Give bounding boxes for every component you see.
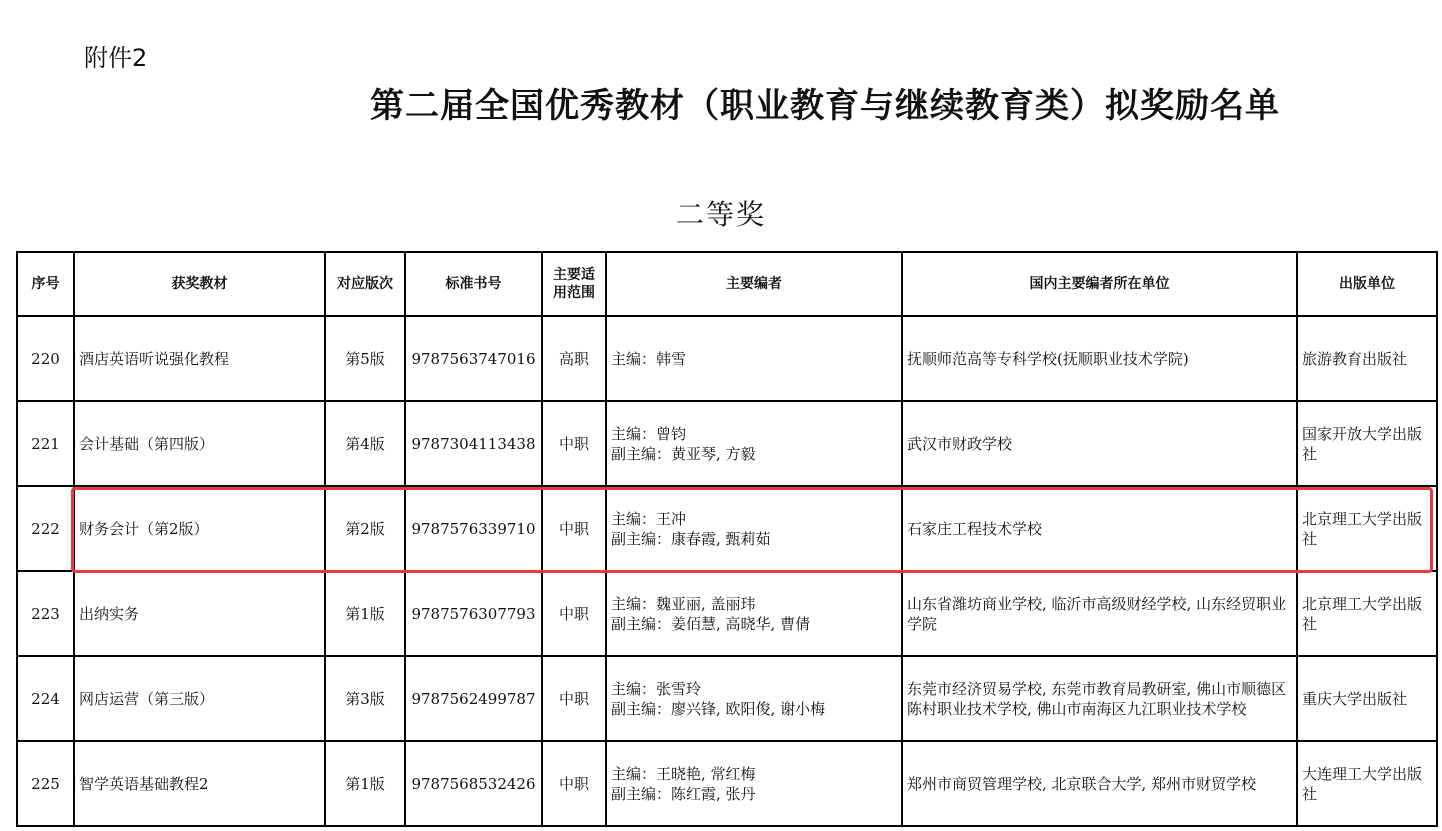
isbn: 9787576339710 [405, 486, 542, 571]
scope: 中职 [542, 571, 606, 656]
row-number: 224 [17, 656, 74, 741]
editors [606, 486, 902, 571]
deputy-editor: 副主编：康春霞, 甄莉茹 [611, 529, 771, 548]
isbn: 9787568532426 [405, 741, 542, 826]
chief-editor: 主编：曾钧 [611, 424, 687, 443]
editors [606, 316, 902, 401]
edition: 第2版 [325, 486, 405, 571]
edition: 第3版 [325, 656, 405, 741]
editor-unit: 郑州市商贸管理学校, 北京联合大学, 郑州市财贸学校 [902, 741, 1297, 826]
editor-unit: 山东省潍坊商业学校, 临沂市高级财经学校, 山东经贸职业学院 [902, 571, 1297, 656]
chief-editor: 主编：王晓艳, 常红梅 [611, 764, 756, 783]
row-number: 223 [17, 571, 74, 656]
award-level-heading: 二等奖 [675, 198, 766, 231]
book-title: 出纳实务 [74, 571, 325, 656]
publisher: 旅游教育出版社 [1297, 316, 1437, 401]
header-cell: 序号 [17, 252, 74, 316]
scope: 中职 [542, 401, 606, 486]
row-number: 220 [17, 316, 74, 401]
scope: 高职 [542, 316, 606, 401]
row-number: 225 [17, 741, 74, 826]
book-title: 网店运营（第三版） [74, 656, 325, 741]
edition: 第5版 [325, 316, 405, 401]
editors [606, 741, 902, 826]
chief-editor: 主编：魏亚丽, 盖丽玮 [611, 594, 756, 613]
table-row [17, 486, 1437, 571]
book-title: 智学英语基础教程2 [74, 741, 325, 826]
editor-unit: 抚顺师范高等专科学校(抚顺职业技术学院) [902, 316, 1297, 401]
isbn: 9787304113438 [405, 401, 542, 486]
chief-editor: 主编：韩雪 [611, 349, 687, 368]
edition: 第4版 [325, 401, 405, 486]
header-cell: 出版单位 [1297, 252, 1437, 316]
editor-unit: 东莞市经济贸易学校, 东莞市教育局教研室, 佛山市顺德区陈村职业技术学校, 佛山市南海区九江职业技术学校 [902, 656, 1297, 741]
editors [606, 656, 902, 741]
isbn: 9787576307793 [405, 571, 542, 656]
deputy-editor: 副主编：廖兴锋, 欧阳俊, 谢小梅 [611, 699, 826, 718]
chief-editor: 主编：王冲 [611, 509, 687, 528]
editors [606, 571, 902, 656]
edition: 第1版 [325, 741, 405, 826]
document-title: 第二届全国优秀教材（职业教育与继续教育类）拟奖励名单 [370, 86, 1280, 126]
deputy-editor: 副主编：姜佰慧, 高晓华, 曹倩 [611, 614, 811, 633]
publisher: 北京理工大学出版社 [1297, 571, 1437, 656]
scope: 中职 [542, 741, 606, 826]
publisher: 国家开放大学出版社 [1297, 401, 1437, 486]
edition: 第1版 [325, 571, 405, 656]
header-cell: 对应版次 [325, 252, 405, 316]
publisher: 重庆大学出版社 [1297, 656, 1437, 741]
header-cell: 主要编者 [606, 252, 902, 316]
isbn: 9787562499787 [405, 656, 542, 741]
editor-unit: 石家庄工程技术学校 [902, 486, 1297, 571]
publisher: 大连理工大学出版社 [1297, 741, 1437, 826]
deputy-editor: 副主编：黄亚琴, 方毅 [611, 444, 756, 463]
header-cell: 标准书号 [405, 252, 542, 316]
publisher: 北京理工大学出版社 [1297, 486, 1437, 571]
row-number: 222 [17, 486, 74, 571]
award-table [16, 251, 1438, 827]
book-title: 酒店英语听说强化教程 [74, 316, 325, 401]
header-cell: 主要适用范围 [542, 252, 606, 316]
book-title: 财务会计（第2版） [74, 486, 325, 571]
chief-editor: 主编：张雪玲 [611, 679, 702, 698]
attachment-label: 附件2 [84, 44, 148, 72]
book-title: 会计基础（第四版） [74, 401, 325, 486]
scope: 中职 [542, 486, 606, 571]
row-number: 221 [17, 401, 74, 486]
table-row [17, 656, 1437, 741]
table-row [17, 571, 1437, 656]
isbn: 9787563747016 [405, 316, 542, 401]
table-row [17, 316, 1437, 401]
deputy-editor: 副主编：陈红霞, 张丹 [611, 784, 756, 803]
scope: 中职 [542, 656, 606, 741]
header-cell: 获奖教材 [74, 252, 325, 316]
header-cell: 国内主要编者所在单位 [902, 252, 1297, 316]
table-row [17, 741, 1437, 826]
editors [606, 401, 902, 486]
table-row [17, 401, 1437, 486]
table-header-row [17, 252, 1437, 316]
editor-unit: 武汉市财政学校 [902, 401, 1297, 486]
